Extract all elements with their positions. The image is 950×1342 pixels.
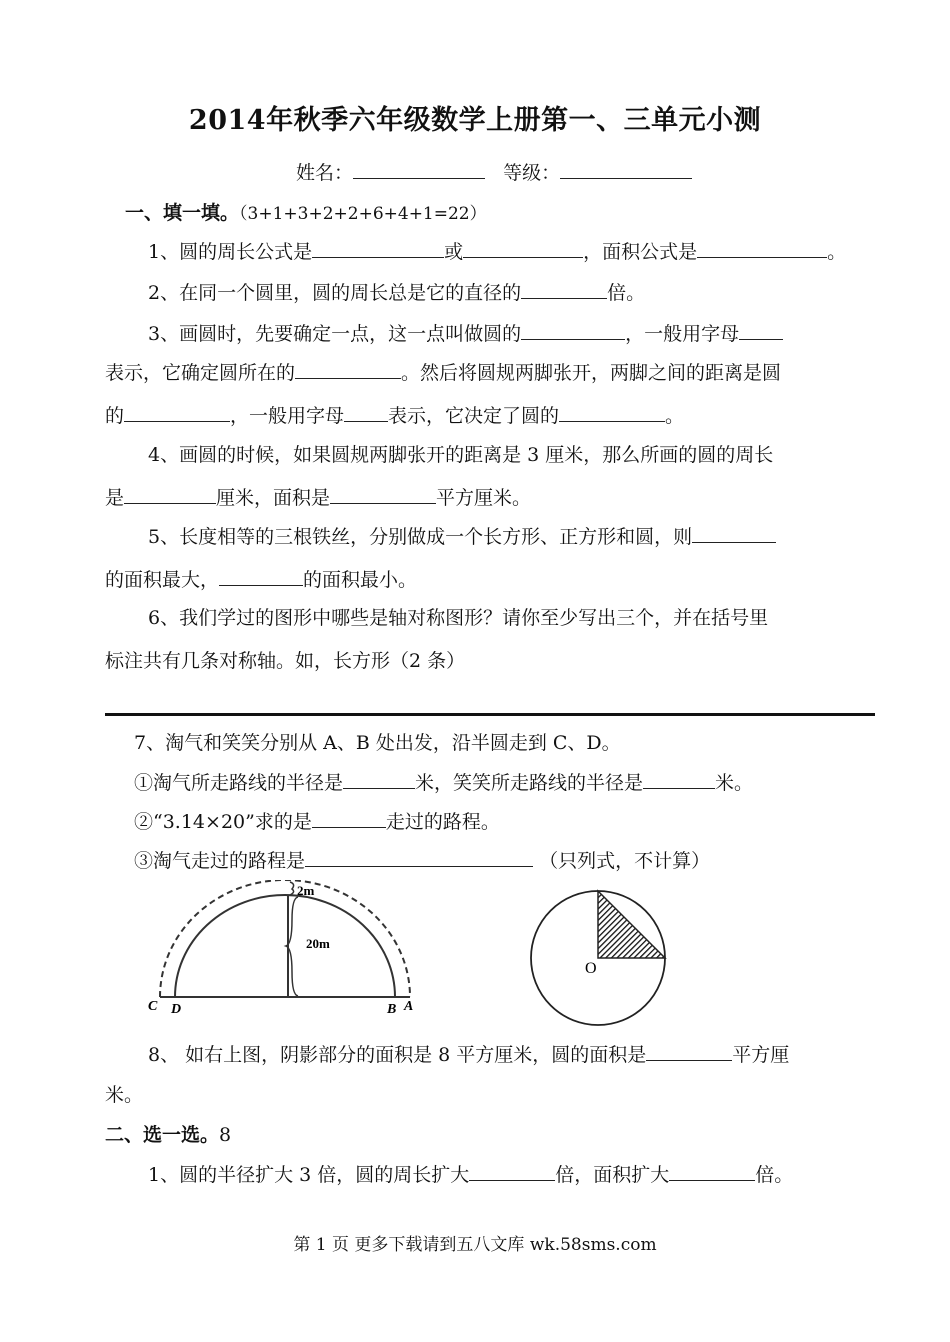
q3-text-g: 表示，它决定了圆的 xyxy=(388,405,560,427)
name-grade-line xyxy=(296,158,716,187)
s2q1-text-a: 1、圆的半径扩大 3 倍，圆的周长扩大 xyxy=(148,1164,470,1186)
q7-s1-text-c: 米。 xyxy=(715,772,754,794)
q4-text-d: 平方厘米。 xyxy=(436,487,532,509)
q3-text-b: ，一般用字母 xyxy=(625,323,740,345)
question-3-line1 xyxy=(148,319,875,348)
section2-title: 二、选一选。 xyxy=(105,1124,220,1146)
page-footer: 第 1 页 更多下载请到五八文库 wk.58sms.com xyxy=(293,1235,657,1255)
q4-text-a: 4、画圆的时候，如果圆规两脚张开的距离是 3 厘米，那么所画的圆的周长 xyxy=(148,444,774,466)
outer-dashed-semicircle xyxy=(160,880,410,997)
q3-blank-1[interactable] xyxy=(521,319,625,340)
q3-blank-5[interactable] xyxy=(344,401,388,422)
q3-blank-6[interactable] xyxy=(559,401,665,422)
center-label-O: O xyxy=(585,960,597,977)
q5-text-c: 的面积最小。 xyxy=(303,569,418,591)
label-C: C xyxy=(148,999,158,1014)
label-D: D xyxy=(171,1002,182,1017)
question-8-line1 xyxy=(148,1040,875,1069)
q7-s3-text-a: ③淘气走过的路程是 xyxy=(134,850,306,872)
s2q1-text-b: 倍，面积扩大 xyxy=(555,1164,670,1186)
q2-blank[interactable] xyxy=(521,278,607,299)
q2-text-b: 倍。 xyxy=(607,282,646,304)
q8-blank[interactable] xyxy=(646,1040,732,1061)
grade-label: 等级： xyxy=(503,162,561,184)
q5-text-a: 5、长度相等的三根铁丝，分别做成一个长方形、正方形和圆，则 xyxy=(148,526,693,548)
q7-s3-blank[interactable] xyxy=(305,846,533,867)
question-7-sub2 xyxy=(134,807,874,836)
q1-blank-1[interactable] xyxy=(312,237,444,258)
q7-s1-blank-2[interactable] xyxy=(643,768,715,789)
q7-s2-text-a: ②“3.14×20”求的是 xyxy=(134,811,312,833)
question-2 xyxy=(148,278,875,307)
section1-title: 一、填一填。 xyxy=(125,202,240,224)
question-5-line1 xyxy=(148,522,875,551)
section1-points: （3+1+3+2+2+6+4+1=22） xyxy=(239,204,487,224)
q7-s1-blank-1[interactable] xyxy=(343,768,415,789)
label-20m: 20m xyxy=(306,936,330,951)
q8-text-a: 8、 如右上图，阴影部分的面积是 8 平方厘米，圆的面积是 xyxy=(148,1044,647,1066)
q6-text-b: 标注共有几条对称轴。如，长方形（2 条） xyxy=(105,650,466,672)
section2-question-1 xyxy=(148,1160,875,1189)
shaded-triangle xyxy=(598,891,665,958)
q5-text-b: 的面积最大， xyxy=(105,569,220,591)
brace-2m xyxy=(290,882,294,895)
q8-text-b: 平方厘 xyxy=(732,1044,790,1066)
label-2m: 2m xyxy=(297,883,315,898)
question-8-line2 xyxy=(105,1081,875,1109)
name-label: 姓名： xyxy=(296,162,354,184)
q7-s1-text-a: ①淘气所走路线的半径是 xyxy=(134,772,344,794)
section1-heading xyxy=(125,199,895,228)
q1-text-b: 或 xyxy=(444,241,464,263)
q7-text-a: 7、淘气和笑笑分别从 A、B 处出发，沿半圆走到 C、D。 xyxy=(134,732,621,754)
question-7-intro xyxy=(134,729,874,757)
s2q1-blank-2[interactable] xyxy=(669,1160,755,1181)
circle-figure xyxy=(525,885,685,1030)
semicircle-figure xyxy=(140,880,430,1020)
q5-blank-1[interactable] xyxy=(692,522,776,543)
question-7-sub3 xyxy=(134,846,874,875)
q3-text-c: 表示，它确定圆所在的 xyxy=(105,362,296,384)
q1-text-d: 。 xyxy=(827,241,847,263)
q3-text-h: 。 xyxy=(665,405,685,427)
q2-text-a: 2、在同一个圆里，圆的周长总是它的直径的 xyxy=(148,282,522,304)
q6-text-a: 6、我们学过的图形中哪些是轴对称图形？请你至少写出三个，并在括号里 xyxy=(148,607,769,629)
question-6-line1 xyxy=(148,604,875,632)
label-A: A xyxy=(404,999,414,1014)
q5-blank-2[interactable] xyxy=(219,565,303,586)
q8-text-c: 米。 xyxy=(105,1084,144,1106)
question-4-line2 xyxy=(105,483,875,512)
question-7-sub1 xyxy=(134,768,874,797)
q3-text-e: 的 xyxy=(105,405,125,427)
q1-text-a: 1、圆的周长公式是 xyxy=(148,241,313,263)
q3-blank-3[interactable] xyxy=(295,358,401,379)
q1-blank-3[interactable] xyxy=(697,237,827,258)
question-1 xyxy=(148,237,875,266)
q4-text-c: 厘米，面积是 xyxy=(216,487,331,509)
q7-s2-text-b: 走过的路程。 xyxy=(385,811,500,833)
q4-text-b: 是 xyxy=(105,487,125,509)
label-B: B xyxy=(387,1002,397,1017)
q3-text-a: 3、画圆时，先要确定一点，这一点叫做圆的 xyxy=(148,323,522,345)
q3-blank-4[interactable] xyxy=(124,401,230,422)
q1-text-c: ，面积公式是 xyxy=(583,241,698,263)
answer-divider-line xyxy=(105,713,875,716)
q7-s1-text-b: 米，笑笑所走路线的半径是 xyxy=(415,772,644,794)
question-6-line2 xyxy=(105,647,875,675)
q3-text-f: ，一般用字母 xyxy=(230,405,345,427)
question-3-line2 xyxy=(105,358,875,387)
page-title: 2014年秋季六年级数学上册第一、三单元小测 xyxy=(188,105,762,136)
name-blank[interactable] xyxy=(353,158,485,179)
q4-blank-1[interactable] xyxy=(124,483,216,504)
section2-heading xyxy=(105,1121,875,1149)
q7-s3-text-b: （只列式，不计算） xyxy=(539,850,711,872)
s2q1-text-c: 倍。 xyxy=(755,1164,794,1186)
q1-blank-2[interactable] xyxy=(463,237,583,258)
question-4-line1 xyxy=(148,441,875,469)
section2-points: 8 xyxy=(219,1124,232,1146)
s2q1-blank-1[interactable] xyxy=(469,1160,555,1181)
q4-blank-2[interactable] xyxy=(330,483,436,504)
question-5-line2 xyxy=(105,565,875,594)
q3-blank-2[interactable] xyxy=(739,319,783,340)
question-3-line3 xyxy=(105,401,875,430)
q7-s2-blank[interactable] xyxy=(312,807,386,828)
q3-text-d: 。然后将圆规两脚张开，两脚之间的距离是圆 xyxy=(401,362,782,384)
grade-blank[interactable] xyxy=(560,158,692,179)
